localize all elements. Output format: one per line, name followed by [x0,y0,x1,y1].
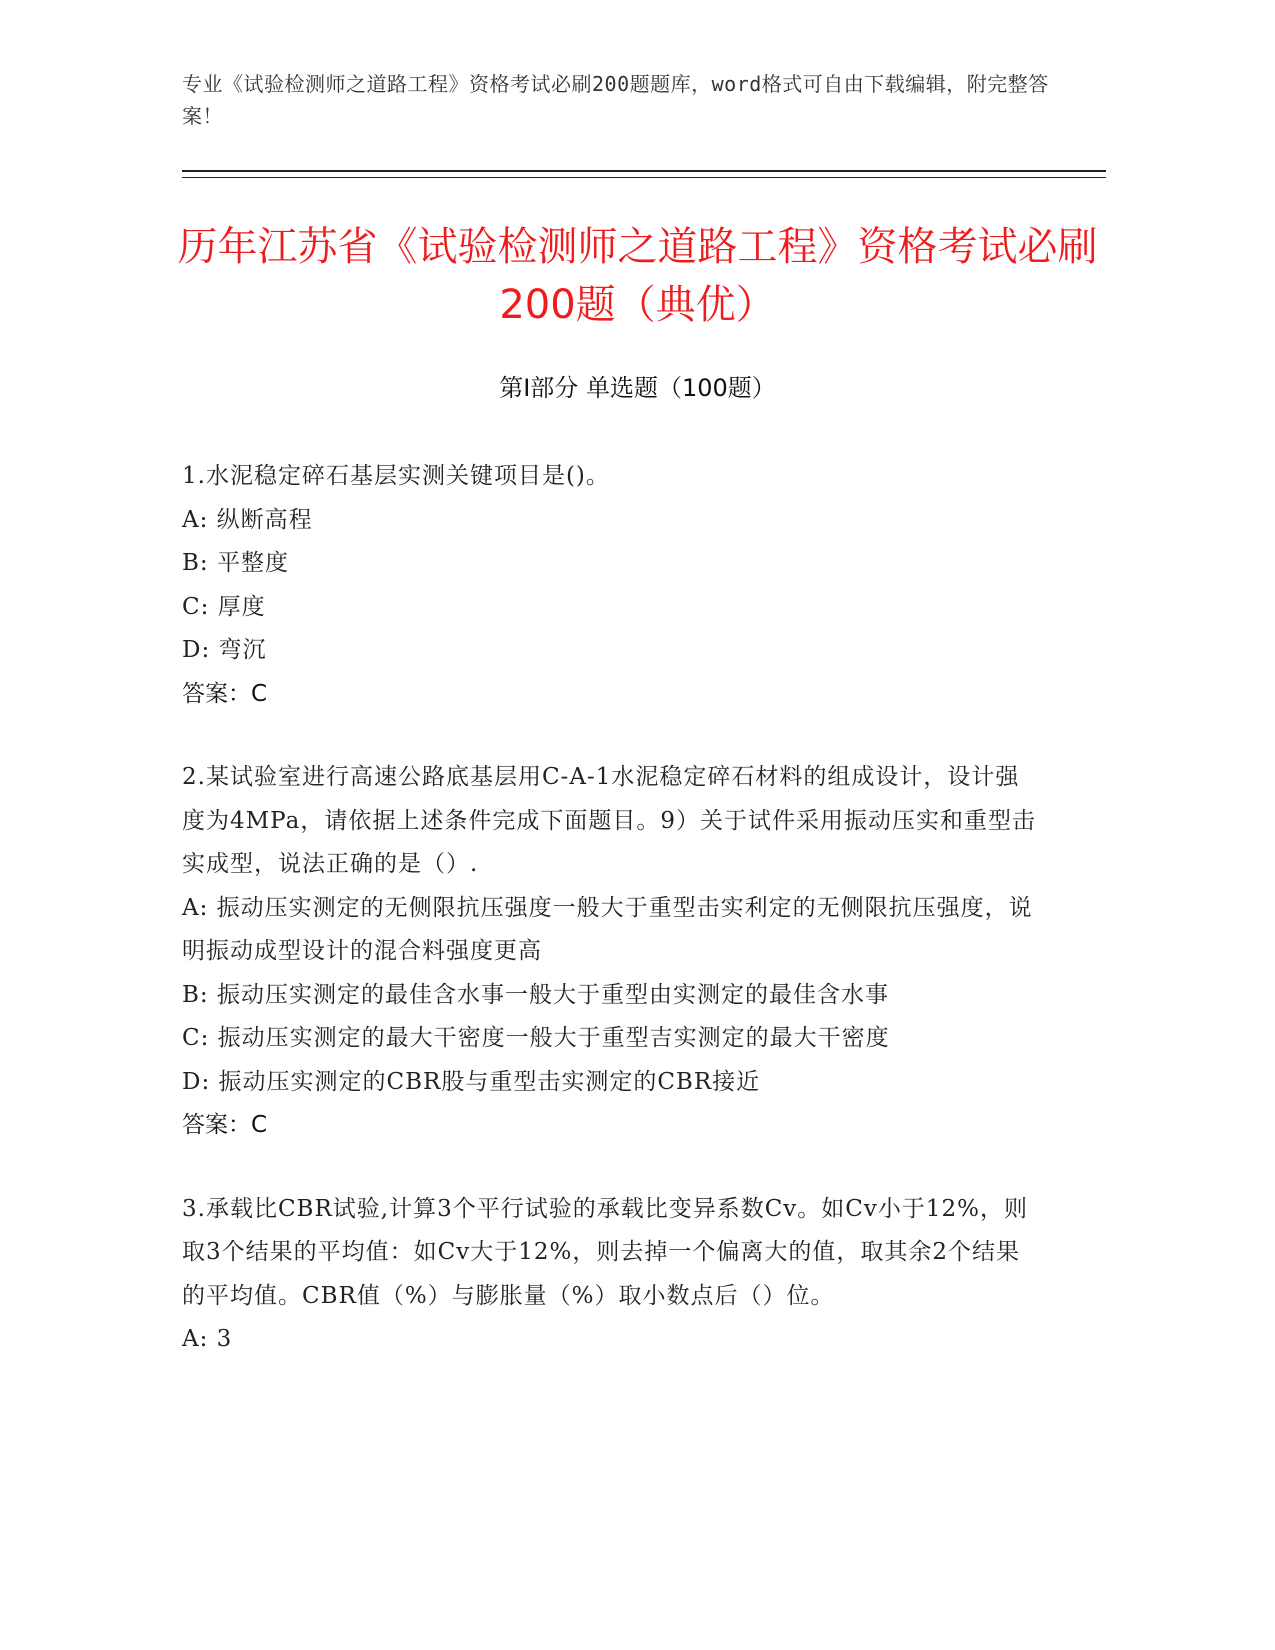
answer-label: 答案： [182,1112,251,1138]
option-d: D: 振动压实测定的CBR股与重型击实测定的CBR接近 [182,1068,761,1095]
option-b: B: 平整度 [182,550,289,576]
header-divider-thick [182,170,1106,172]
answer-line [182,673,1042,717]
question-3 [182,1188,1042,1362]
answer-label: 答案： [182,680,251,707]
question-stem: 1.水泥稳定碎石基层实测关键项目是()。 [182,463,610,489]
option-c: C: 厚度 [182,593,266,620]
option-a: A: 3 [182,1326,233,1352]
option-b: B: 振动压实测定的最佳含水事一般大于重型由实测定的最佳含水事 [182,981,889,1008]
question-stem: 3.承载比CBR试验,计算3个平行试验的承载比变异系数Cv。如Cv小于12%，则取3个结果的平均值：如Cv大于12%，则去掉一个偏离大的值，取其余2个结果的平均值。CBR值（%）与膨胀量（%）取小数点后（）位。 [182,1195,1029,1309]
header-divider-thin [182,177,1106,178]
option-d: D: 弯沉 [182,637,267,663]
question-list [182,455,1042,1402]
option-a: A: 振动压实测定的无侧限抗压强度一般大于重型击实利定的无侧限抗压强度，说明振动成型设计的混合料强度更高 [182,894,1033,964]
question-stem: 2.某试验室进行高速公路底基层用C-A-1水泥稳定碎石材料的组成设计，设计强度为4MPa，请依据上述条件完成下面题目。9）关于试件采用振动压实和重型击实成型，说法正确的是（）. [182,764,1036,877]
question-2 [182,756,1042,1148]
option-a: A: 纵断高程 [182,506,313,533]
answer-value: C [251,680,268,707]
answer-line [182,1104,1042,1148]
question-1 [182,455,1042,716]
option-c: C: 振动压实测定的最大干密度一般大于重型吉实测定的最大干密度 [182,1025,890,1051]
header-note: 专业《试验检测师之道路工程》资格考试必刷200题题库，word格式可自由下载编辑，附完整答案！ [182,72,1049,128]
answer-value: C [251,1112,268,1138]
document-title: 历年江苏省《试验检测师之道路工程》资格考试必刷200题（典优） [177,224,1098,328]
section-title: 第Ⅰ部分 单选题（100题） [499,374,776,402]
